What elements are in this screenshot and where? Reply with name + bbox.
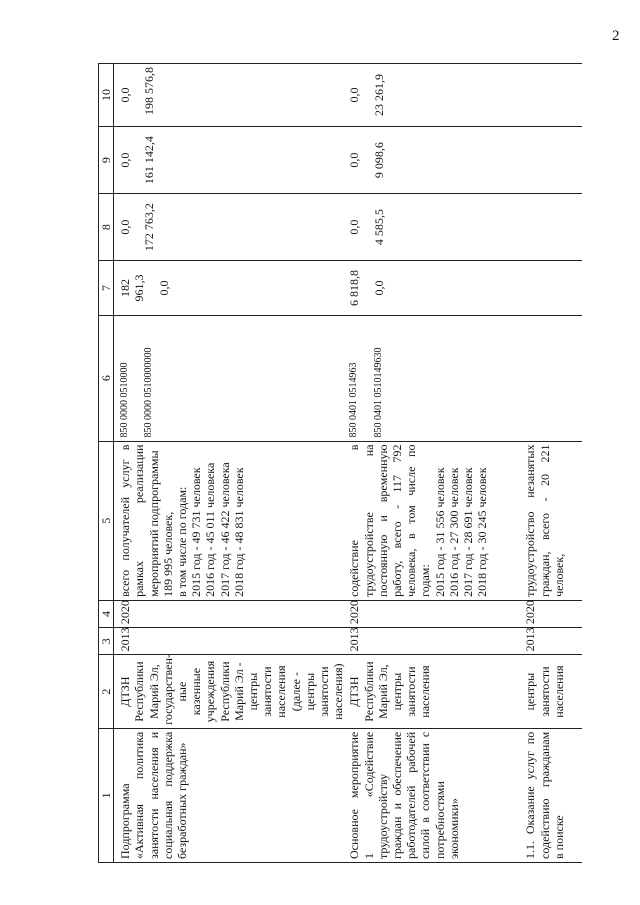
table-row (522, 64, 582, 863)
budget-code: 850 0000 0510000 (119, 362, 131, 438)
budget-code-cell (114, 315, 347, 441)
amount-value: 0,0 (347, 219, 362, 235)
value-cell-col8 (346, 194, 522, 261)
column-header: 4 (99, 600, 114, 627)
program-name-cell (114, 728, 347, 862)
header-row (99, 64, 114, 863)
column-header: 5 (99, 441, 114, 600)
value-cell-col9 (522, 127, 582, 194)
indicator-text: 2017 год - 46 422 человека (217, 462, 232, 597)
budget-code-cell (522, 315, 582, 441)
value-cell-col8 (522, 194, 582, 261)
program-name-text: Основное мероприятие 1 «Содействие трудоустройству граждан и обеспечение работодателей рабочей силой в соответствии с потребностями экономики» (347, 731, 461, 859)
column-header: 3 (99, 628, 114, 655)
indicator-text: 2018 год - 48 831 человек (231, 467, 246, 597)
amount-value: 0,0 (118, 87, 133, 103)
start-year-cell: 2013 (522, 628, 582, 655)
program-name-text: 1.1. Оказание услуг по содействию гражданам в поиске (523, 731, 566, 859)
column-header: 10 (99, 64, 114, 127)
indicator-text: содействие в трудоустройстве на постоянную и временную работу, всего - 117 792 человека, в том числе по годам: (347, 444, 433, 597)
value-cell-col10 (522, 64, 582, 127)
indicator-text: 2016 год - 27 300 человек (446, 467, 461, 597)
program-name-text: Подпрограмма «Активная политика занятости населения и социальная поддержка безработных граждан» (118, 731, 190, 859)
indicator-text: 2017 год - 28 691 человек (461, 467, 476, 597)
budget-code: 850 0000 0510000000 (143, 347, 155, 438)
amount-value: 9 098,6 (371, 142, 386, 179)
budget-code: 850 0401 0514963 (348, 362, 360, 438)
value-cell-col7 (522, 261, 582, 316)
indicator-text: в том числе по годам: (175, 486, 190, 597)
amount-value: 23 261,9 (371, 74, 386, 117)
value-cell-col7 (114, 261, 347, 316)
executor-text: ные казенные учреждения Республики Марий Эл - центры занятости населения (далее - центры занятости населения) (175, 660, 346, 723)
value-cell-col9 (114, 127, 347, 194)
amount-value: 4 585,5 (371, 209, 386, 246)
program-name-cell (346, 728, 522, 862)
amount-value: 198 576,8 (142, 67, 157, 115)
column-header: 6 (99, 315, 114, 441)
indicator-text: 2015 год - 49 731 человек (189, 467, 204, 597)
indicator-text: 2018 год - 30 245 человек (475, 467, 490, 597)
column-header: 1 (99, 728, 114, 862)
value-cell-col10 (346, 64, 522, 127)
amount-value: 0,0 (118, 152, 133, 168)
amount-value: 172 763,2 (142, 203, 157, 252)
budget-code-cell (346, 315, 522, 441)
table-row (114, 64, 347, 863)
executor-text: ДТЗН Республики Марий Эл, центры занятости населения (347, 661, 433, 722)
amount-value: 0,0 (347, 87, 362, 103)
indicator-text: 189 995 человек, (160, 511, 175, 597)
indicator-cell (346, 441, 522, 600)
indicator-cell (522, 441, 582, 600)
column-header: 8 (99, 194, 114, 261)
amount-value: 6 818,8 (347, 269, 362, 306)
end-year-cell: 2020 (114, 600, 347, 627)
amount-value: 0,0 (347, 152, 362, 168)
executor-cell (346, 655, 522, 728)
table-row (346, 64, 522, 863)
executor-text: центры занятости населения (523, 665, 566, 718)
indicator-text: 2016 год - 45 011 человека (203, 462, 218, 597)
program-table (98, 63, 582, 863)
amount-value: 161 142,4 (142, 136, 157, 185)
value-cell-col9 (346, 127, 522, 194)
amount-value: 182 961,3 (118, 274, 147, 302)
amount-value: 0,0 (156, 280, 171, 296)
column-header: 9 (99, 127, 114, 194)
rotated-table-area (98, 63, 618, 863)
program-name-cell (522, 728, 582, 862)
budget-code: 850 0401 0510149630 (372, 347, 384, 438)
start-year-cell: 2013 (346, 628, 522, 655)
indicator-text: всего получателей услуг в рамках реализации мероприятий подпрограммы (118, 444, 161, 597)
start-year-cell: 2013 (114, 628, 347, 655)
end-year-cell: 2020 (346, 600, 522, 627)
value-cell-col10 (114, 64, 347, 127)
column-header: 7 (99, 261, 114, 316)
value-cell-col7 (346, 261, 522, 316)
executor-cell (114, 655, 347, 728)
indicator-text: трудоустройство незанятых граждан, всего - 20 221 человек, (523, 444, 566, 597)
executor-cell (522, 655, 582, 728)
value-cell-col8 (114, 194, 347, 261)
indicator-cell (114, 441, 347, 600)
page-number: 2 (612, 28, 620, 44)
executor-text: ДТЗН Республики Марий Эл, государствен- (118, 654, 175, 725)
end-year-cell: 2020 (522, 600, 582, 627)
amount-value: 0,0 (371, 280, 386, 296)
amount-value: 0,0 (118, 219, 133, 235)
indicator-text: 2015 год - 31 556 человек (432, 467, 447, 597)
column-header: 2 (99, 655, 114, 728)
